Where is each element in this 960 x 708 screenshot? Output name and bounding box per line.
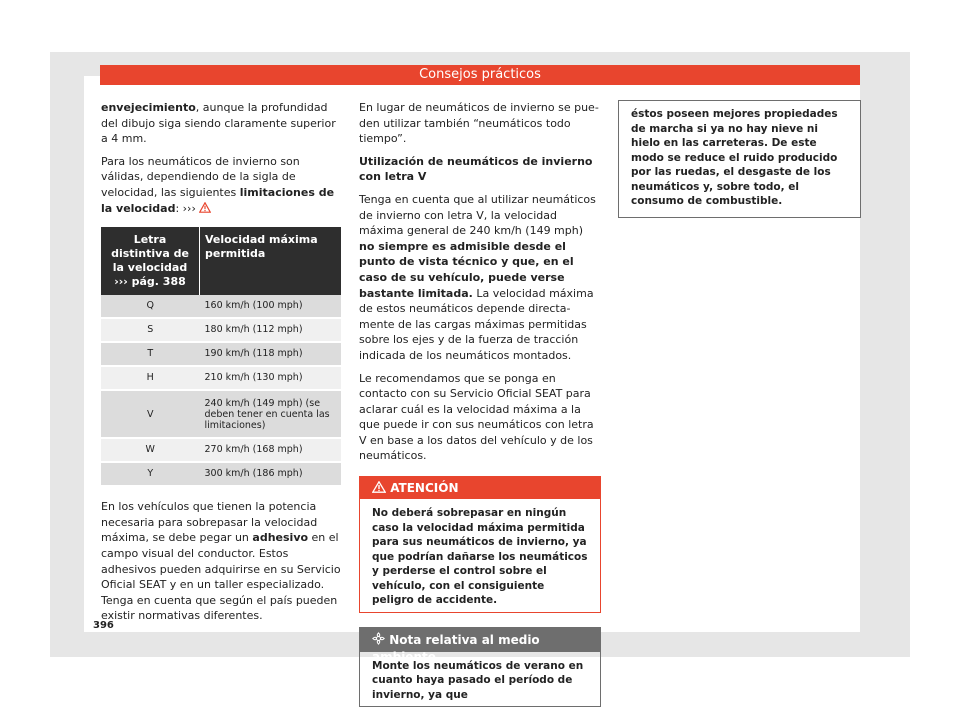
section-header <box>100 65 860 85</box>
leaf-icon <box>372 632 385 649</box>
emphasis-not-always: no siempre es admisible desde el punto de vista técnico y que, en el caso de su vehículo, puede verse bastante limitada. <box>359 239 574 300</box>
paragraph-sticker: En los vehículos que tienen la potencia necesaria para sobrepasar la velocidad máxima, se debe pegar un adhesivo en el campo visual del conductor. Estos adhesivos pueden adquirirse en su Servicio Oficial SEAT y en un taller especializado. Tenga en cuenta que según el país pueden existir normativas diferentes. <box>101 500 341 623</box>
term-speed-limits: limitaciones de la velocidad <box>101 185 335 215</box>
environment-note-box <box>359 627 601 708</box>
environment-note-continued: éstos poseen mejores propiedades de marcha si ya no hay nieve ni hielo en las carreteras. De este modo se reduce el ruido producido por las ruedas, el desgaste de los neumáticos y, sobre todo, el consumo de combustible. <box>618 100 861 218</box>
table-row <box>101 366 341 390</box>
speed-letter: S <box>101 318 200 342</box>
speed-letter: T <box>101 342 200 366</box>
term-sticker: adhesivo <box>252 531 309 545</box>
cross-reference-link[interactable]: : ››› <box>175 201 196 215</box>
warning-triangle-icon <box>372 481 386 497</box>
speed-value: 160 km/h (100 mph) <box>200 295 342 318</box>
speed-value: 180 km/h (112 mph) <box>200 318 342 342</box>
paragraph-aging: envejecimiento, aunque la profundidad del dibujo siga siendo claramente superior a 4 mm. <box>101 101 336 146</box>
header-speed: Velocidad máxima permitida <box>200 227 342 295</box>
speed-value: 190 km/h (118 mph) <box>200 342 342 366</box>
section-title: Consejos prácticos <box>419 67 541 82</box>
table-row <box>101 390 341 438</box>
paragraph-recommendation: Le recomendamos que se ponga en contacto con su Servicio Oficial SEAT para aclarar cuál es la velocidad máxima a la que puede ir con sus neumáticos con letra V en base a los datos del vehículo y de los neumáticos. <box>359 371 594 463</box>
environment-note-title: Nota relativa al medio ambiente <box>372 632 540 664</box>
environment-note-header <box>360 628 600 664</box>
table-row <box>101 295 341 318</box>
paragraph-all-season: En lugar de neumáticos de invierno se pueden utilizar también “neumáticos todo tiempo”. <box>359 101 599 146</box>
speed-letter: H <box>101 366 200 390</box>
term-aging: envejecimiento <box>101 101 196 114</box>
speed-value: 270 km/h (168 mph) <box>200 438 342 462</box>
speed-limits-table <box>101 227 341 487</box>
speed-letter: Y <box>101 462 200 486</box>
warning-text: No deberá sobrepasar en ningún caso la velocidad máxima permitida para sus neumáticos de invierno, ya que podrían dañarse los neumáticos y perderse el control sobre el vehículo, con el consiguiente peligro de accidente. <box>372 507 588 607</box>
warning-triangle-icon <box>199 202 211 218</box>
paragraph-v-tyres: Tenga en cuenta que al utilizar neumáticos de invierno con letra V, la velocidad máxima general de 240 km/h (149 mph) no siempre es admisible desde el punto de vista técnico y que, en el caso de su vehículo, puede verse bastante limitada. La velocidad máxima de estos neumáticos depende directamente de las cargas máximas permitidas sobre los ejes y de la fuerza de tracción indicada de los neumáticos montados. <box>359 192 596 362</box>
column-1 <box>101 100 341 631</box>
warning-box-header <box>360 477 600 499</box>
table-header-row <box>101 227 341 295</box>
paragraph-limits: Para los neumáticos de invierno son válidas, dependiendo de la sigla de velocidad, las siguientes limitaciones de la velocidad: ››› <box>101 154 341 217</box>
table-row <box>101 318 341 342</box>
speed-letter: V <box>101 390 200 438</box>
speed-value: 240 km/h (149 mph) (se deben tener en cuenta las limitaciones) <box>200 390 342 438</box>
speed-letter: Q <box>101 295 200 318</box>
column-2 <box>359 100 601 707</box>
page-number: 396 <box>93 620 114 631</box>
header-letter: Letra distintiva de la velocidad ››› pág. 388 <box>101 227 200 295</box>
table-row <box>101 438 341 462</box>
environment-note-text: Monte los neumáticos de verano en cuanto haya pasado el período de invierno, ya que <box>372 659 584 701</box>
table-row <box>101 342 341 366</box>
speed-letter: W <box>101 438 200 462</box>
subheading-v-tyres: Utilización de neumáticos de invierno con letra V <box>359 154 593 184</box>
speed-value: 210 km/h (130 mph) <box>200 366 342 390</box>
warning-title: ATENCIÓN <box>390 481 459 496</box>
warning-box <box>359 476 601 613</box>
column-3 <box>618 100 861 218</box>
table-row <box>101 462 341 486</box>
speed-value: 300 km/h (186 mph) <box>200 462 342 486</box>
